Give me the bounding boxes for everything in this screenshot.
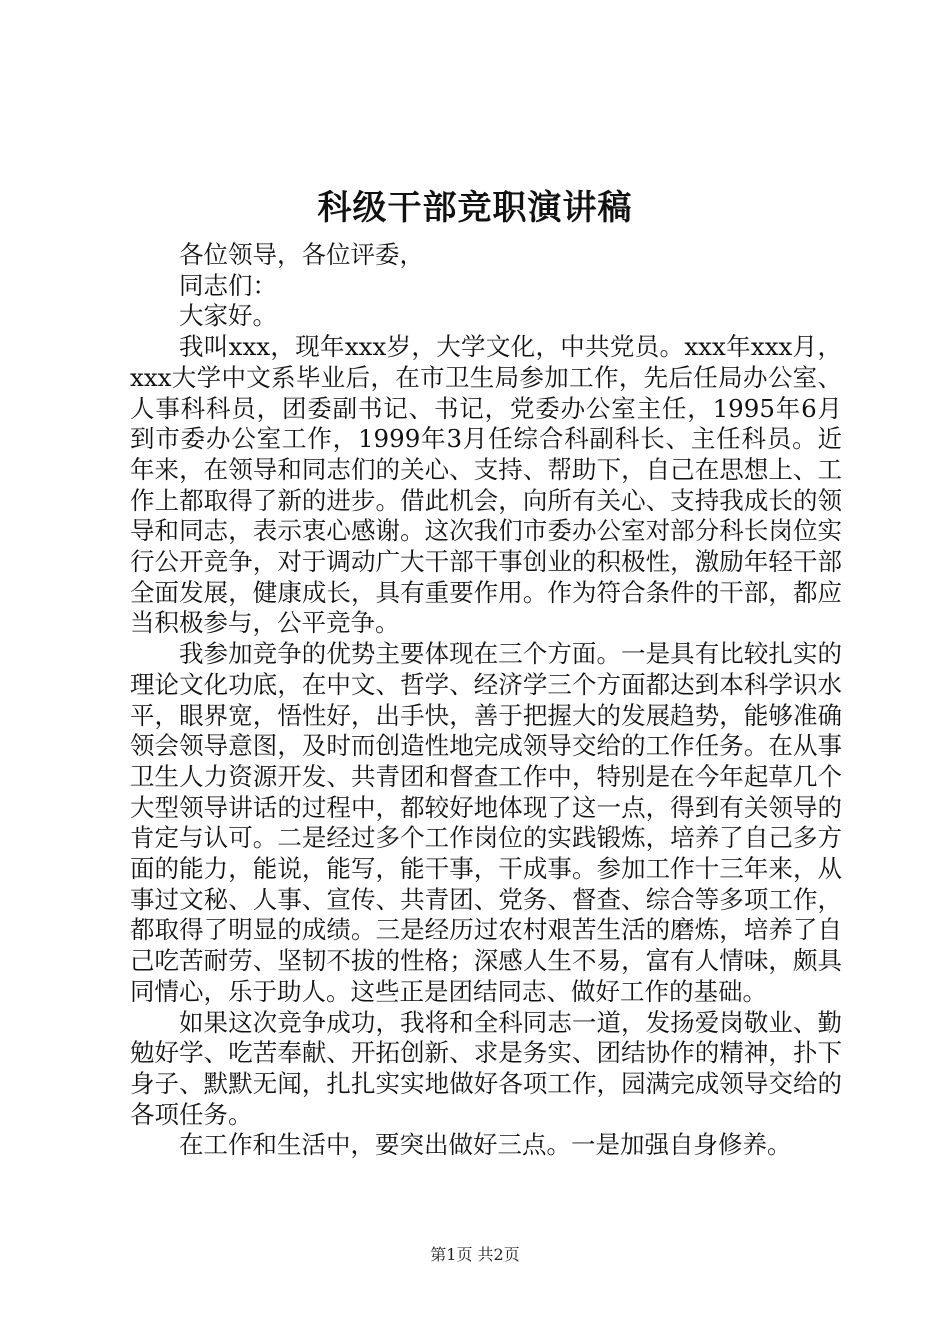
document-body (130, 240, 842, 1161)
salutation-leaders: 各位领导，各位评委， (179, 240, 424, 269)
document-title: 科级干部竞职演讲稿 (317, 188, 633, 228)
paragraph-focus: 在工作和生活中，要突出做好三点。一是加强自身修养。 (179, 1130, 792, 1160)
page-number: 第1页 共2页 (430, 1245, 520, 1264)
salutation-comrades: 同志们： (179, 270, 277, 300)
paragraph-commitment: 如果这次竞争成功，我将和全科同志一道，发扬爱岗敬业、勤勉好学、吃苦奉献、开拓创新、求是务实、团结协作的精神，扑下身子、默默无闻，扎扎实实地做好各项工作，园满完成领导交给的各项任务。 (130, 1007, 842, 1129)
paragraph-introduction: 我叫xxx，现年xxx岁，大学文化，中共党员。xxx年xxx月，xxx大学中文系毕业后，在市卫生局参加工作，先后任局办公室、人事科科员，团委副书记、书记，党委办公室主任，1995年6月到市委办公室工作，1999年3月任综合科副科长、主任科员。近年来，在领导和同志们的关心、支持、帮助下，自己在思想上、工作上都取得了新的进步。借此机会，向所有关心、支持我成长的领导和同志，表示衷心感谢。这次我们市委办公室对部分科长岗位实行公开竞争，对于调动广大干部干事创业的积极性，激励年轻干部全面发展，健康成长，具有重要作用。作为符合条件的干部，都应当积极参与，公平竞争。 (130, 332, 842, 638)
paragraph-advantages: 我参加竞争的优势主要体现在三个方面。一是具有比较扎实的理论文化功底，在中文、哲学、经济学三个方面都达到本科学识水平，眼界宽，悟性好，出手快，善于把握大的发展趋势，能够准确领会领导意图，及时而创造性地完成领导交给的工作任务。在从事卫生人力资源开发、共青团和督查工作中，特别是在今年起草几个大型领导讲话的过程中，都较好地体现了这一点，得到有关领导的肯定与认可。二是经过多个工作岗位的实践锻炼，培养了自己多方面的能力，能说，能写，能干事，干成事。参加工作十三年来，从事过文秘、人事、宣传、共青团、党务、督查、综合等多项工作，都取得了明显的成绩。三是经历过农村艰苦生活的磨炼，培养了自己吃苦耐劳、坚韧不拔的性格；深感人生不易，富有人情味，颇具同情心，乐于助人。这些正是团结同志、做好工作的基础。 (130, 639, 842, 1006)
greeting: 大家好。 (179, 301, 277, 331)
